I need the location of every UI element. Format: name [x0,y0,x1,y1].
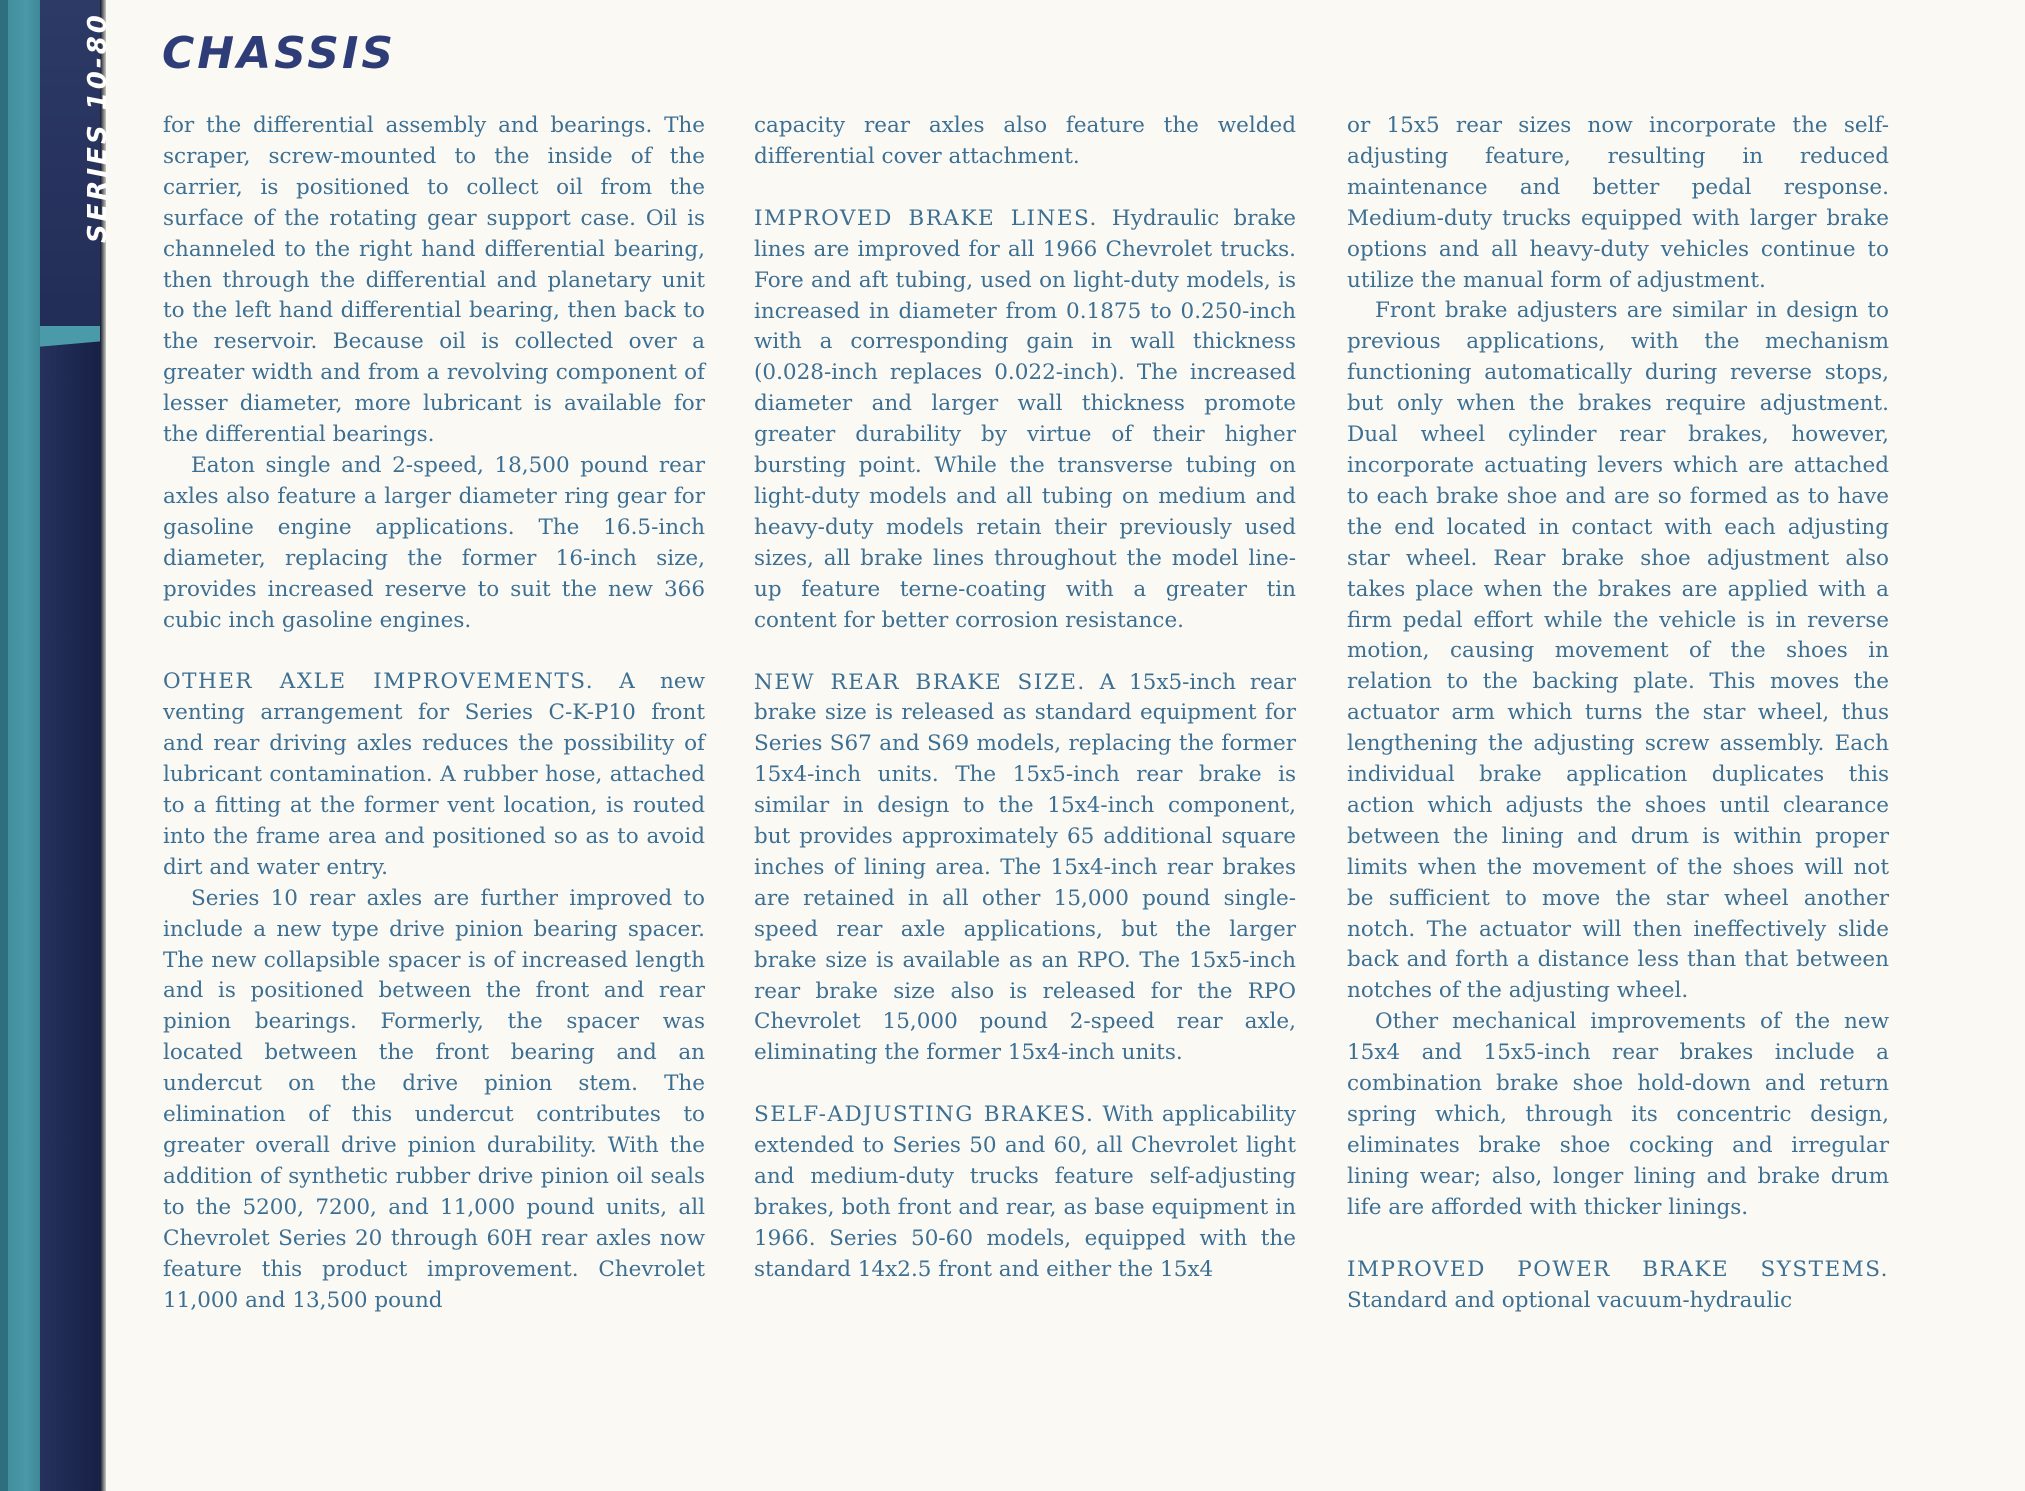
section-heading: IMPROVED POWER BRAKE SYSTEMS. [1347,1256,1889,1282]
paragraph: Other mechanical improvements of the new 15x4 and 15x5-inch rear brakes include a combination brake shoe hold-down and return spring which, through its concentric design, eliminates brake shoe cocking and irregular lining wear; also, longer lining and brake drum life are afforded with thicker linings. [1347,1009,1889,1220]
paragraph: or 15x5 rear sizes now incorporate the self-adjusting feature, resulting in reduced maintenance and better pedal response. Medium-duty trucks equipped with larger brake options and all heavy-duty vehicles continue to utilize the manual form of adjustment. [1347,113,1889,293]
section-heading: IMPROVED BRAKE LINES. [754,205,1098,231]
paragraph: IMPROVED BRAKE LINES. Hydraulic brake lines are improved for all 1966 Chevrolet trucks. Fore and aft tubing, used on light-duty models, is increased in diameter from 0.1875 to 0.250-inch with a corresponding gain in wall thickness (0.028-inch replaces 0.022-inch). The increased diameter and larger wall thickness promote greater durability by virtue of their higher bursting point. While the transverse tubing on light-duty models and all tubing on medium and heavy-duty models retain their previously used sizes, all brake lines throughout the model line-up feature terne-coating with a greater tin content for better corrosion resistance. [754,205,1296,633]
paragraph: Eaton single and 2-speed, 18,500 pound rear axles also feature a larger diameter ring gear for gasoline engine applications. The 16.5-inch diameter, replacing the former 16-inch size, provides increased reserve to suit the new 366 cubic inch gasoline engines. [163,452,705,633]
paragraph: for the differential assembly and bearings. The scraper, screw-mounted to the inside of the carrier, is positioned to collect oil from the surface of the rotating gear support case. Oil is channeled to the right hand differential bearing, then through the differential and planetary unit to the left hand differential bearing, then back to the reservoir. Because oil is collected over a greater width and from a revolving component of lesser diameter, more lubricant is available for the differential bearings. [163,113,705,448]
spine-notch [40,326,102,366]
section-heading: NEW REAR BRAKE SIZE. [754,669,1086,695]
paragraph: SELF-ADJUSTING BRAKES. With applicability extended to Series 50 and 60, all Chevrolet light and medium-duty trucks feature self-adjusting brakes, both front and rear, as base equipment in 1966. Series 50-60 models, equipped with the standard 14x2.5 front and either the 15x4 [754,1102,1296,1282]
page-title: CHASSIS [162,28,397,79]
text-column-1 [163,111,705,1316]
paragraph: Series 10 rear axles are further improved to include a new type drive pinion bearing spacer. The new collapsible spacer is of increased length and is positioned between the front and rear pinion bearings. Formerly, the spacer was located between the front bearing and an undercut on the drive pinion stem. The elimination of this undercut contributes to greater overall drive pinion durability. With the addition of synthetic rubber drive pinion oil seals to the 5200, 7200, and 11,000 pound units, all Chevrolet Series 20 through 60H rear axles now feature this product improvement. Chevrolet 11,000 and 13,500 pound [163,885,705,1313]
section-heading: SELF-ADJUSTING BRAKES. [754,1102,1095,1128]
paragraph: NEW REAR BRAKE SIZE. A 15x5-inch rear brake size is released as standard equipment for Series S67 and S69 models, replacing the former 15x4-inch units. The 15x5-inch rear brake is similar in design to the 15x4-inch component, but provides approximately 65 additional square inches of lining area. The 15x4-inch rear brakes are retained in all other 15,000 pound single-speed rear axle applications, but the larger brake size is available as an RPO. The 15x5-inch rear brake size also is released for the RPO Chevrolet 15,000 pound 2-speed rear axle, eliminating the former 15x4-inch units. [754,669,1296,1066]
paragraph: OTHER AXLE IMPROVEMENTS. A new venting arrangement for Series C-K-P10 front and rear driving axles reduces the possibility of lubricant contamination. A rubber hose, attached to a fitting at the former vent location, is routed into the frame area and positioned so as to avoid dirt and water entry. [163,669,705,880]
paragraph: capacity rear axles also feature the welded differential cover attachment. [754,113,1296,169]
paragraph: Front brake adjusters are similar in design to previous applications, with the mechanism functioning automatically during reverse stops, but only when the brakes require adjustment. Dual wheel cylinder rear brakes, however, incorporate actuating levers which are attached to each brake shoe and are so formed as to have the end located in contact with each adjusting star wheel. Rear brake shoe adjustment also takes place when the brakes are applied with a firm pedal effort while the vehicle is in reverse motion, causing movement of the shoes in relation to the backing plate. This moves the actuator arm which turns the star wheel, thus lengthening the adjusting screw assembly. Each individual brake application duplicates this action which adjusts the shoes until clearance between the lining and drum is within proper limits when the movement of the shoes will not be sufficient to move the star wheel another notch. The actuator will then ineffectively slide back and forth a distance less than that between notches of the adjusting wheel. [1347,298,1889,1004]
spine-edge [0,0,8,1491]
text-column-3 [1347,111,1889,1316]
section-heading: OTHER AXLE IMPROVEMENTS. [163,669,595,695]
text-column-2 [754,111,1296,1286]
paragraph: IMPROVED POWER BRAKE SYSTEMS. Standard and optional vacuum-hydraulic [1347,1256,1889,1313]
series-label: SERIES 10-80 [83,12,113,243]
